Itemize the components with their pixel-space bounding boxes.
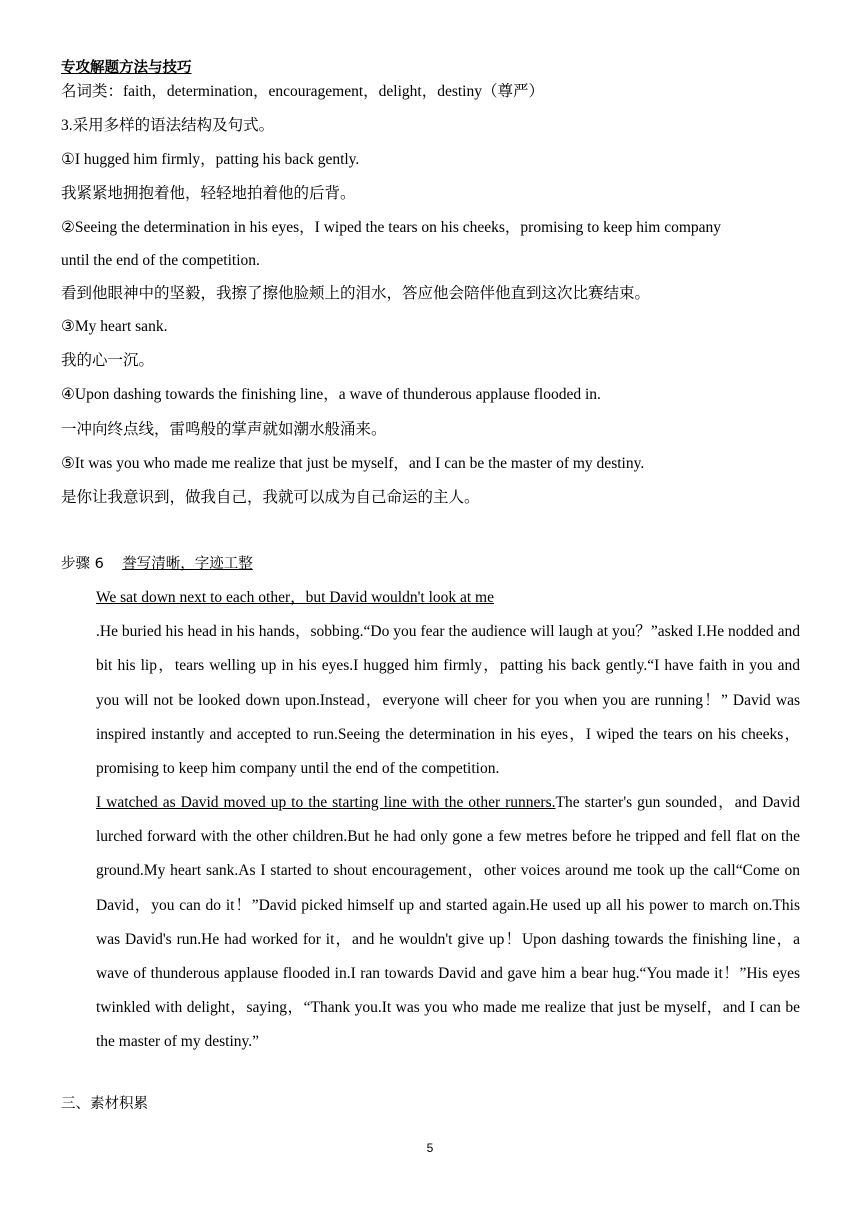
step-6-heading (61, 554, 253, 574)
noun-vocabulary-line: 名词类：faith，determination，encouragement，delight，destiny（尊严） (61, 83, 544, 100)
essay-paragraph-1-body: .He buried his head in his hands，sobbing.“Do you fear the audience will laugh at you？”asked I.He nodded and bit his lip，tears welling up in his eyes.I hugged him firmly，patting his back gently.“I have faith in you and you will not be looked down upon.Instead，everyone will cheer for you when you are running！” David was inspired instantly and accepted to run.Seeing the determination in his eyes，I wiped the tears on his cheeks，promising to keep him company until the end of the competition. (96, 623, 800, 778)
section-heading: 专攻解题方法与技巧 (61, 60, 192, 76)
essay-paragraph-2 (61, 786, 800, 1060)
section-3-heading: 三、素材积累 (61, 1096, 148, 1112)
example-4-chinese: 一冲向终点线，雷鸣般的掌声就如潮水般涌来。 (61, 421, 387, 438)
example-1-english: ①I hugged him firmly，patting his back gently. (61, 151, 360, 168)
essay-p2-underlined-sentence: I watched as David moved up to the starting line with the other runners. (96, 794, 556, 811)
point-3-title: 3.采用多样的语法结构及句式。 (61, 117, 275, 134)
step-6-title: 誊写清晰，字迹工整 (122, 556, 253, 572)
example-2-english-line1: ②Seeing the determination in his eyes，I wiped the tears on his cheeks，promising to keep him company (61, 219, 722, 236)
page-number: 5 (426, 1141, 434, 1155)
example-3-chinese: 我的心一沉。 (61, 352, 155, 369)
essay-paragraph-1-opening (61, 581, 800, 615)
example-3-english: ③My heart sank. (61, 318, 168, 335)
step-6-label: 步骤 6 (61, 556, 104, 572)
example-4-english: ④Upon dashing towards the finishing line，a wave of thunderous applause flooded in. (61, 386, 601, 403)
essay-paragraph-2-text (61, 786, 800, 1060)
essay-p2-body: The starter's gun sounded，and David lurched forward with the other children.But he had only gone a few metres before he tripped and fell flat on the ground.My heart sank.As I started to shout encouragement，other voices around me took up the call“Come on David，you can do it！”David picked himself up and started again.He used up all his power to march on.This was David's run.He had worked for it，and he wouldn't give up！Upon dashing towards the finishing line，a wave of thunderous applause flooded in.I ran towards David and gave him a bear hug.“You made it！”His eyes twinkled with delight，saying，“Thank you.It was you who made me realize that just be myself，and I can be the master of my destiny.” (96, 794, 800, 1051)
essay-paragraph-1 (61, 581, 800, 786)
example-2-english-line2: until the end of the competition. (61, 252, 260, 269)
example-5-chinese: 是你让我意识到，做我自己，我就可以成为自己命运的主人。 (61, 489, 480, 506)
essay-p1-underlined-sentence: We sat down next to each other，but David wouldn't look at me (96, 589, 494, 606)
example-5-english: ⑤It was you who made me realize that just be myself，and I can be the master of my destiny. (61, 455, 645, 472)
example-2-chinese: 看到他眼神中的坚毅，我擦了擦他脸颊上的泪水，答应他会陪伴他直到这次比赛结束。 (61, 285, 651, 302)
example-1-chinese: 我紧紧地拥抱着他，轻轻地拍着他的后背。 (61, 185, 356, 202)
